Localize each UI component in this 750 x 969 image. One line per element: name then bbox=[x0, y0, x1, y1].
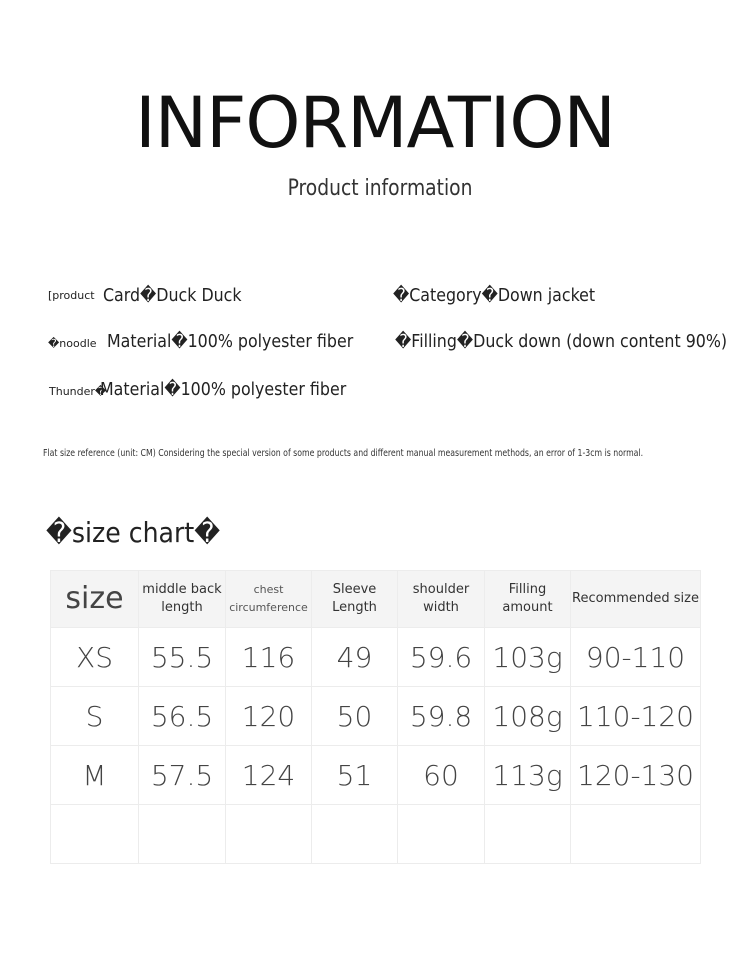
page-title: INFORMATION bbox=[135, 82, 615, 164]
spec-material-shell: Material�100% polyester fiber bbox=[107, 331, 354, 352]
table-row bbox=[51, 687, 701, 746]
table-cell-empty bbox=[139, 805, 226, 864]
table-cell-empty bbox=[485, 805, 571, 864]
measurement-note: Flat size reference (unit: CM) Considering the special version of some products and different manual measurement methods, an error of 1-3cm is normal. bbox=[43, 448, 644, 459]
table-cell: 55.5 bbox=[139, 628, 226, 687]
table-cell: 56.5 bbox=[139, 687, 226, 746]
table-cell: 59.6 bbox=[398, 628, 485, 687]
table-cell: 103g bbox=[485, 628, 571, 687]
table-cell: XS bbox=[51, 628, 139, 687]
table-row bbox=[51, 746, 701, 805]
table-cell-empty bbox=[226, 805, 312, 864]
table-cell: 60 bbox=[398, 746, 485, 805]
page-subtitle: Product information bbox=[287, 176, 473, 201]
size-chart-title: �size chart� bbox=[46, 516, 221, 549]
spec-tag-product: [product bbox=[48, 289, 95, 302]
table-cell: 90-110 bbox=[571, 628, 701, 687]
spec-tag-noodle: �noodle bbox=[48, 337, 97, 350]
table-cell: M bbox=[51, 746, 139, 805]
table-cell: 113g bbox=[485, 746, 571, 805]
table-cell: 108g bbox=[485, 687, 571, 746]
table-cell: 51 bbox=[312, 746, 398, 805]
column-header-filling: Filling amount bbox=[485, 571, 571, 628]
column-header-size: size bbox=[51, 571, 139, 628]
table-row bbox=[51, 628, 701, 687]
spec-category: �Category�Down jacket bbox=[393, 285, 596, 306]
spec-filling: �Filling�Duck down (down content 90%) bbox=[395, 331, 728, 352]
column-header-recommended: Recommended size bbox=[571, 571, 701, 628]
table-cell: 57.5 bbox=[139, 746, 226, 805]
spec-tag-lining: Thunder� bbox=[49, 385, 107, 398]
table-cell: 120-130 bbox=[571, 746, 701, 805]
table-header-row bbox=[51, 571, 701, 628]
table-cell: S bbox=[51, 687, 139, 746]
column-header-chest: chest circumference bbox=[226, 571, 312, 628]
spec-material-lining: Material�100% polyester fiber bbox=[100, 379, 347, 400]
table-cell: 116 bbox=[226, 628, 312, 687]
table-cell: 110-120 bbox=[571, 687, 701, 746]
table-cell-empty bbox=[51, 805, 139, 864]
column-header-sleeve: Sleeve Length bbox=[312, 571, 398, 628]
table-cell: 59.8 bbox=[398, 687, 485, 746]
column-header-shoulder: shoulder width bbox=[398, 571, 485, 628]
table-cell-empty bbox=[398, 805, 485, 864]
table-cell: 120 bbox=[226, 687, 312, 746]
table-cell: 49 bbox=[312, 628, 398, 687]
table-row-empty bbox=[51, 805, 701, 864]
size-table bbox=[50, 570, 701, 864]
spec-brand: Card�Duck Duck bbox=[103, 285, 242, 306]
table-cell: 124 bbox=[226, 746, 312, 805]
table-cell-empty bbox=[571, 805, 701, 864]
column-header-back-length: middle back length bbox=[139, 571, 226, 628]
table-cell: 50 bbox=[312, 687, 398, 746]
table-cell-empty bbox=[312, 805, 398, 864]
